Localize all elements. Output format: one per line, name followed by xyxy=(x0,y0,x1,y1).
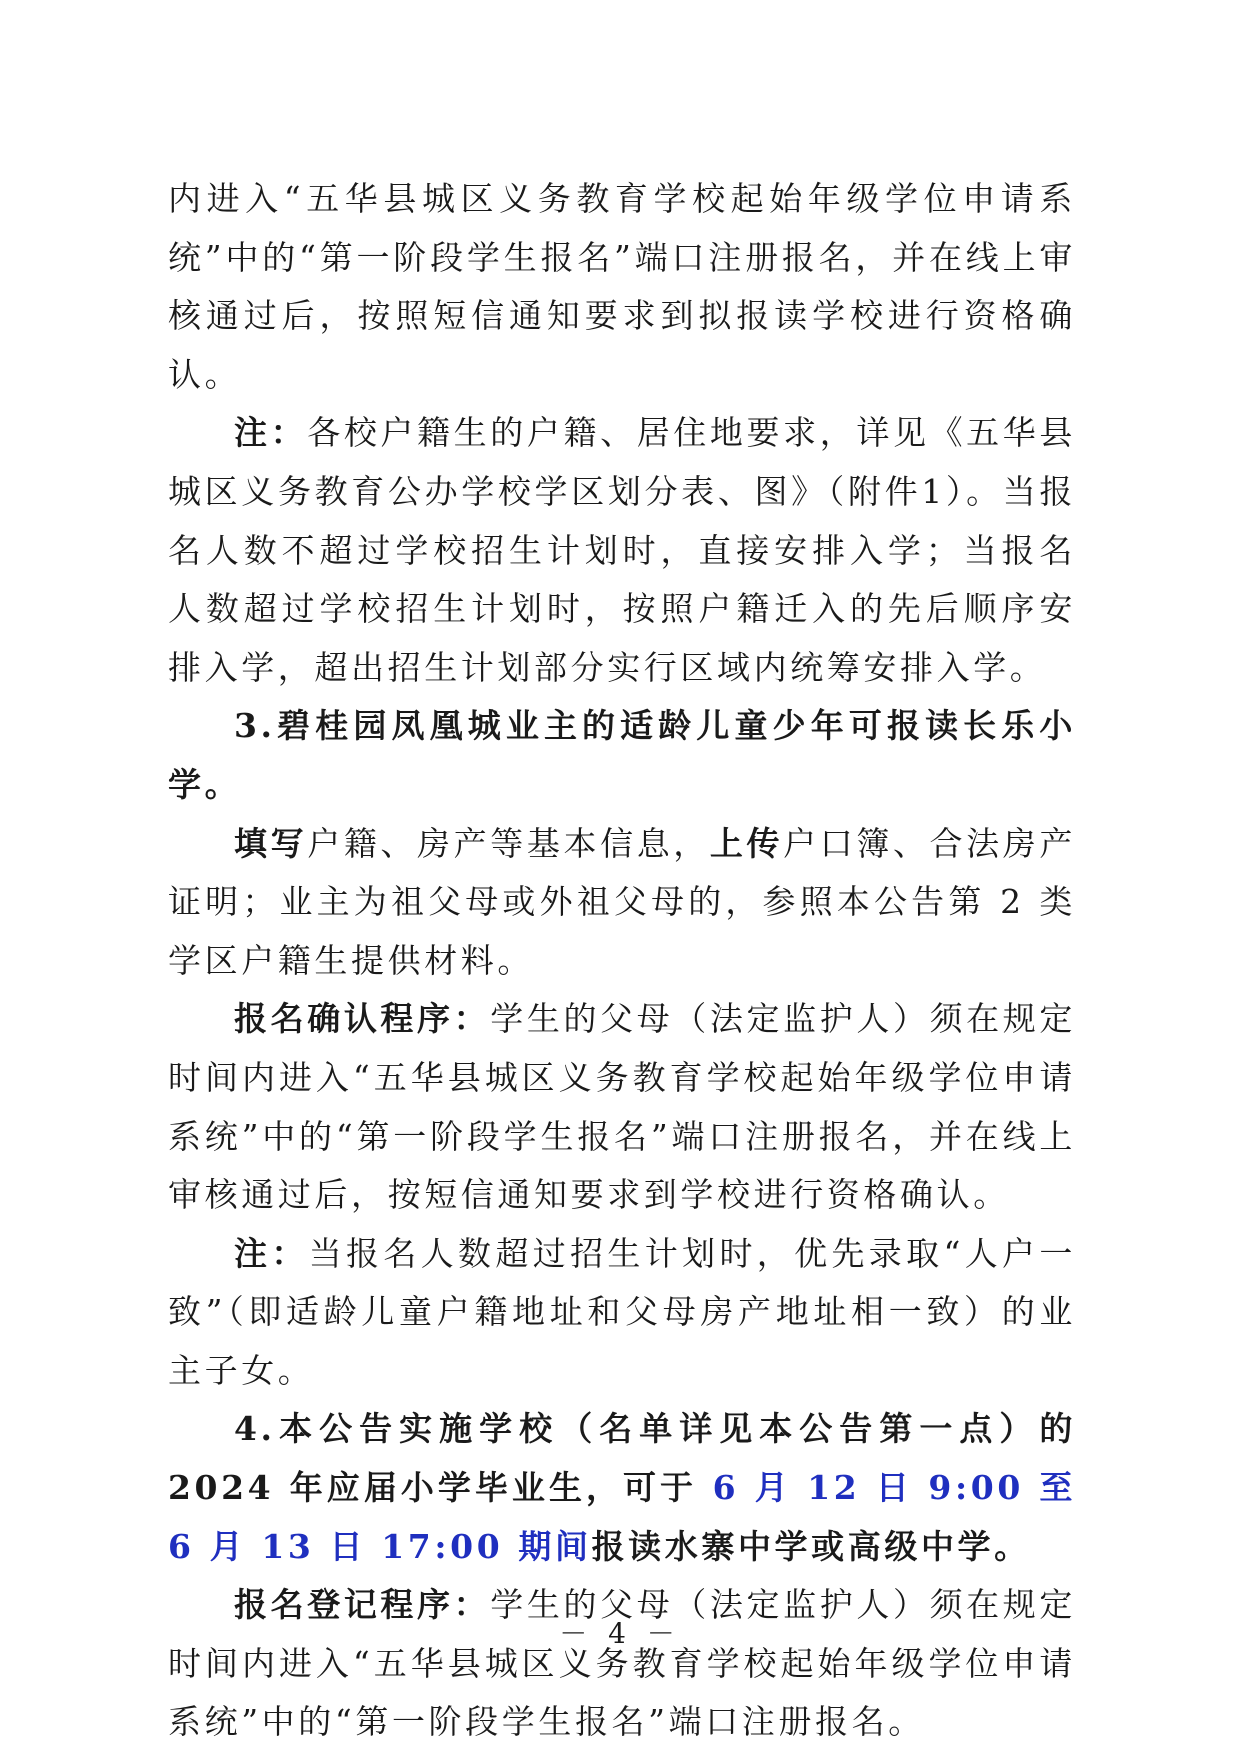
procedure-label: 报名登记程序： xyxy=(234,1585,491,1625)
paragraph-text: 学生的父母（法定监护人）须在规定时间内进入“五华县城区义务教育学校起始年级学位申请系统”中的“第一阶段学生报名”端口注册报名。 xyxy=(168,1585,1076,1742)
section-heading-3 xyxy=(168,697,1076,814)
paragraph-note-owners xyxy=(168,1225,1076,1401)
paragraph-registration-procedure xyxy=(168,1576,1076,1752)
heading-text: 4.本公告实施学校（名单详见本公告第一点）的 2024 年应届小学毕业生，可于 xyxy=(168,1409,1076,1508)
registration-period: 6 月 12 日 9:00 至 6 月 13 日 17:00 期间 xyxy=(168,1468,1077,1566)
document-body xyxy=(168,170,1076,1752)
section-heading-4 xyxy=(168,1400,1076,1576)
procedure-label: 报名确认程序： xyxy=(234,999,491,1039)
upload-label: 上传 xyxy=(709,823,784,863)
paragraph-text: 各校户籍生的户籍、居住地要求，详见《五华县城区义务教育公办学校学区划分表、图》（附件1）。当报名人数不超过学校招生计划时，直接安排入学；当报名人数超过学校招生计划时，按照户籍迁入的先后顺序安排入学，超出招生计划部分实行区域内统筹安排入学。 xyxy=(168,413,1076,687)
note-label: 注： xyxy=(234,1233,309,1273)
paragraph-fill-upload xyxy=(168,815,1076,991)
page-number: － 4 － xyxy=(559,1617,681,1650)
paragraph-continuation xyxy=(168,170,1076,404)
fill-label: 填写 xyxy=(234,823,308,863)
heading-text: 3.碧桂园凤凰城业主的适龄儿童少年可报读长乐小学。 xyxy=(168,706,1076,804)
paragraph-registration-confirm xyxy=(168,990,1076,1224)
paragraph-text: 户籍、房产等基本信息， xyxy=(307,823,710,863)
paragraph-text: 当报名人数超过招生计划时，优先录取“人户一致”（即适龄儿童户籍地址和父母房产地址相一致）的业主子女。 xyxy=(168,1233,1076,1390)
paragraph-text: 学生的父母（法定监护人）须在规定时间内进入“五华县城区义务教育学校起始年级学位申请系统”中的“第一阶段学生报名”端口注册报名，并在线上审核通过后，按短信通知要求到学校进行资格确认。 xyxy=(168,999,1076,1215)
note-label: 注： xyxy=(234,413,308,453)
paragraph-note-household xyxy=(168,404,1076,697)
paragraph-text: 户口簿、合法房产证明；业主为祖父母或外祖父母的，参照本公告第 2 类学区户籍生提供材料。 xyxy=(168,823,1076,980)
paragraph-text: 内进入“五华县城区义务教育学校起始年级学位申请系统”中的“第一阶段学生报名”端口注册报名，并在线上审核通过后，按照短信通知要求到拟报读学校进行资格确认。 xyxy=(168,179,1076,394)
heading-text: 报读水寨中学或高级中学。 xyxy=(591,1526,1031,1566)
